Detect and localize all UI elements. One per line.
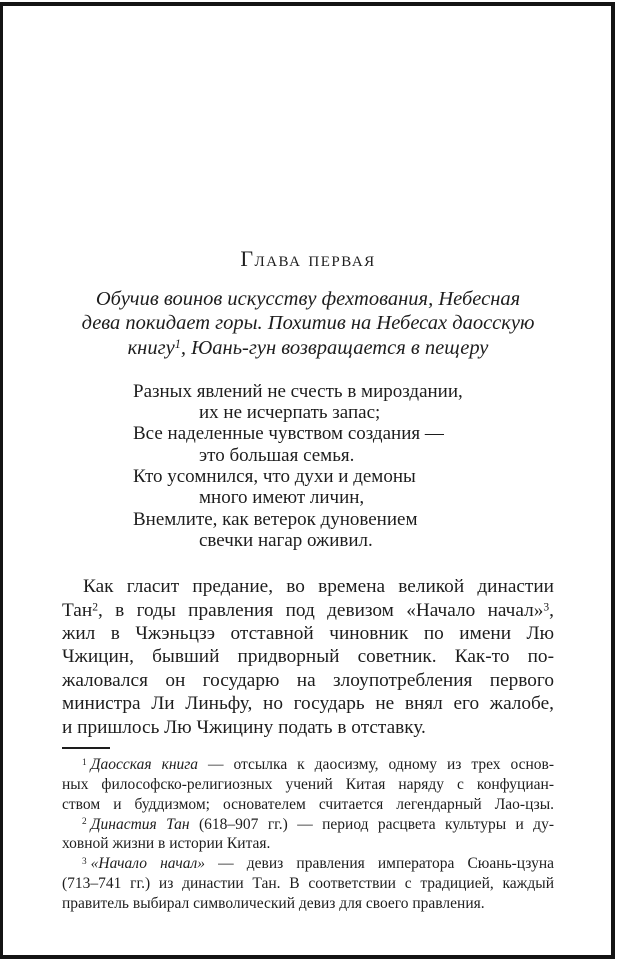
footnote-line: ных философско-религиозных учений Китая наряду с конфуциан- <box>62 775 554 793</box>
text-segment: Тан <box>62 599 93 621</box>
footnote-line: ховной жизни в истории Китая. <box>62 835 271 853</box>
footnote-line <box>62 815 554 835</box>
opening-verse <box>62 381 554 551</box>
footnote-separator <box>62 747 110 749</box>
footnote-term: Даосская книга <box>90 756 199 774</box>
paragraph-line: жил в Чжэньцзэ отставной чиновник по имени Лю <box>62 623 554 645</box>
footnote-marker-2: 2 <box>82 817 87 828</box>
text-segment: книгу <box>127 336 175 359</box>
footnote-term: Династия Тан <box>90 815 190 833</box>
paragraph-line <box>62 599 554 622</box>
chapter-subtitle <box>62 287 554 360</box>
text-segment: , в годы правления под девизом «Начало начал» <box>97 599 544 621</box>
footnotes <box>62 755 554 913</box>
text-segment: , Юань-гун возвращается в пещеру <box>180 336 489 359</box>
subtitle-line <box>62 336 554 360</box>
footnote-ref-1: 1 <box>174 336 181 351</box>
footnote-1 <box>62 755 554 814</box>
footnote-line: (713–741 гг.) из династии Тан. В соответствии с традицией, каждый <box>62 874 554 892</box>
footnote-ref-2: 2 <box>92 600 98 614</box>
footnote-marker-3: 3 <box>82 856 87 867</box>
poem-line: Все наделенные чувством создания — <box>133 423 444 445</box>
footnote-term: «Начало начал» <box>90 855 206 873</box>
text-segment: — отсылка к даосизму, одному из трех основ- <box>198 756 554 774</box>
subtitle-line: Обучив воинов искусству фехтования, Небесная <box>95 288 521 310</box>
footnote-line <box>62 854 554 874</box>
footnote-3 <box>62 854 554 913</box>
paragraph-line: министра Ли Линьфу, но государь не внял его жалобе, <box>62 693 554 715</box>
subtitle-line: дева покидает горы. Похитив на Небесах даосскую <box>81 312 535 335</box>
chapter-title: Глава первая <box>240 246 376 271</box>
text-segment: — девиз правления императора Сюань-цзуна <box>205 855 554 873</box>
footnote-line <box>62 755 554 775</box>
poem-line: много имеют личин, <box>199 487 365 509</box>
paragraph-line: и пришлось Лю Чжицину подать в отставку. <box>62 716 426 738</box>
text-segment: (618–907 гг.) — период расцвета культуры и ду- <box>189 815 554 833</box>
paragraph-line: Чжицин, бывший придворный советник. Как-то по- <box>62 646 554 668</box>
footnote-line: правитель выбирал символический девиз для своего правления. <box>62 894 485 912</box>
poem-line: их не исчерпать запас; <box>199 402 381 424</box>
poem-line: это большая семья. <box>199 444 355 466</box>
footnote-line: ством и буддизмом; основателем считается легендарный Лао-цзы. <box>62 795 554 813</box>
footnote-2 <box>62 815 554 855</box>
poem-line: Разных явлений не счесть в мироздании, <box>133 380 463 402</box>
poem-line: Внемлите, как ветерок дуновением <box>133 508 418 530</box>
footnote-marker-1: 1 <box>82 757 87 768</box>
footnote-ref-3: 3 <box>543 600 550 614</box>
paragraph-line: Как гласит предание, во времена великой династии <box>83 576 554 598</box>
poem-line: Кто усомнился, что духи и демоны <box>133 466 416 488</box>
paragraph-line: жаловался он государю на злоупотребления первого <box>62 669 554 691</box>
text-segment: , <box>549 599 554 621</box>
poem-line: свечки нагар оживил. <box>199 529 373 551</box>
body-paragraph <box>62 575 554 739</box>
